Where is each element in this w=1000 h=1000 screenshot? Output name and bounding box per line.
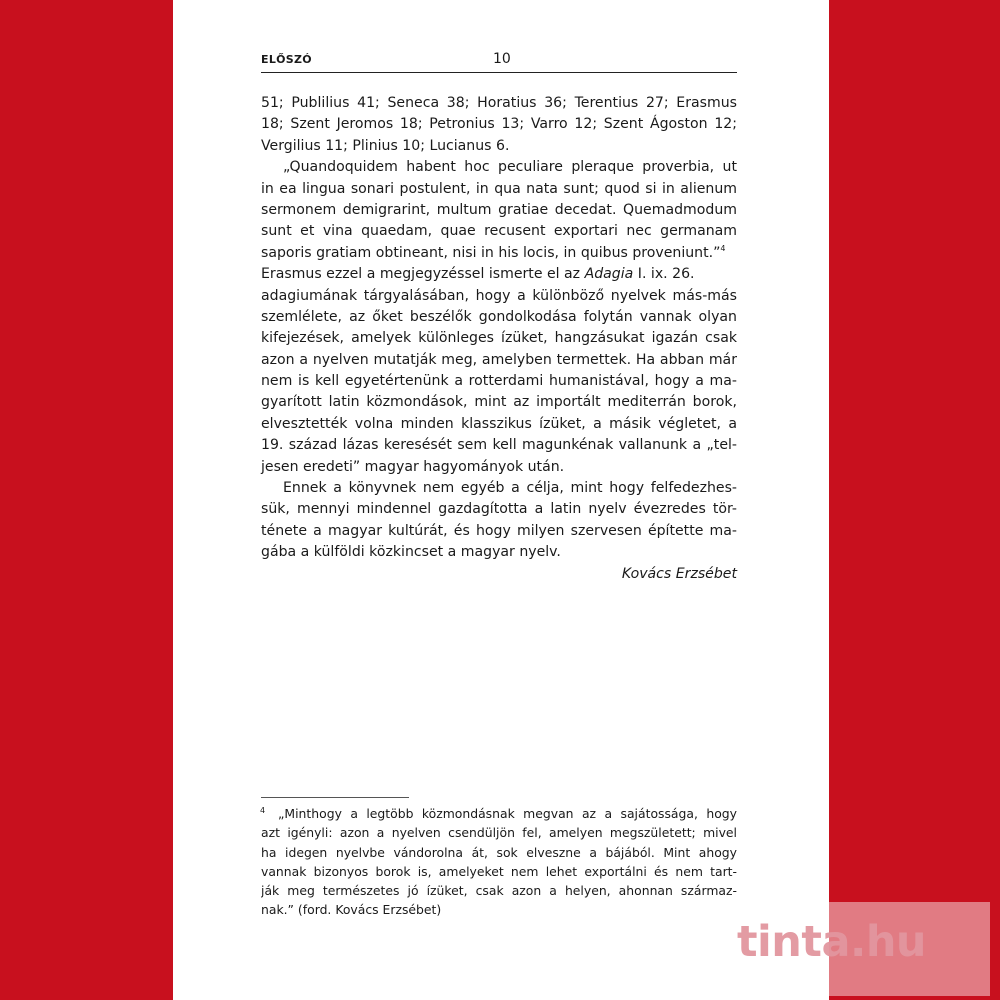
footnote-line: 4 „Minthogy a legtöbb közmondásnak megvan az a sajátossága, hogy	[260, 806, 737, 821]
text-line: szemlélete, az őket beszélők gondolkodása folytán vannak olyan	[261, 308, 737, 325]
text-line: „Quandoquidem habent hoc peculiare pleraque proverbia, ut	[283, 159, 737, 176]
text-line: gába a külföldi közkincset a magyar nyelv.	[261, 544, 561, 561]
text-line: sermonem demigrarint, multum gratiae decedat. Quemadmodum	[261, 201, 737, 218]
text-line: Vergilius 11; Plinius 10; Lucianus 6.	[261, 137, 510, 154]
text-line	[261, 243, 737, 264]
footnote	[261, 804, 737, 920]
erasmus-sentence: Erasmus ezzel a megjegyzéssel ismerte el az	[261, 266, 581, 283]
footnote-divider	[261, 797, 409, 798]
footnote-first-text: „Minthogy a legtöbb közmondásnak megvan az a sajátossága, hogy	[278, 806, 737, 821]
quote-end-text: saporis gratiam obtineant, nisi in his locis, in quibus proveniunt.”	[261, 244, 721, 261]
text-line: nem is kell egyetértenünk a rotterdami humanistával, hogy a ma-	[261, 373, 737, 390]
work-title: Adagia	[584, 266, 634, 283]
text-line: elvesztették volna minden klasszikus ízüket, a másik végletet, a	[261, 415, 737, 432]
footnote-line: ják meg természetes jó ízüket, csak azon a helyen, ahonnan származ-	[261, 883, 737, 899]
text-line: 18; Szent Jeromos 18; Petronius 13; Varro 12; Szent Ágoston 12;	[261, 116, 737, 133]
text-line: kifejezések, amelyek különleges ízüket, hangzásukat igazán csak	[261, 330, 737, 347]
work-reference: I. ix. 26.	[633, 266, 695, 283]
footnote-reference: 4	[720, 243, 726, 253]
text-line: azon a nyelven mutatják meg, amelyben termettek. Ha abban már	[261, 351, 737, 368]
footnote-line: ha idegen nyelvbe vándorolna át, sok elveszne a bájából. Mint ahogy	[261, 844, 737, 860]
text-line: adagiumának tárgyalásában, hogy a különböző nyelvek más-más	[261, 287, 737, 304]
text-line	[261, 264, 737, 285]
footnote-line: vannak bizonyos borok is, amelyeket nem lehet exportálni és nem tart-	[261, 863, 737, 879]
footnote-line: azt igényli: azon a nyelven csendüljön fel, amelyen megszületett; mivel	[261, 825, 737, 841]
author-signature	[261, 564, 737, 585]
text-line: sük, mennyi mindennel gazdagította a latin nyelv évezredes tör-	[261, 501, 737, 518]
text-line: in ea lingua sonari postulent, in qua nata sunt; quod si in alienum	[261, 180, 737, 197]
text-line: 51; Publilius 41; Seneca 38; Horatius 36; Terentius 27; Erasmus	[261, 95, 737, 111]
text-line: Ennek a könyvnek nem egyéb a célja, mint hogy felfedezhes-	[283, 480, 737, 497]
footnote-line: nak.” (ford. Kovács Erzsébet)	[261, 902, 442, 918]
text-line: sunt et vina quaedam, quae recusent exportari nec germanam	[261, 223, 737, 240]
author-name: Kovács Erzsébet	[621, 565, 737, 582]
text-line: ténete a magyar kultúrát, és hogy milyen szervesen építette ma-	[261, 522, 737, 539]
text-line: gyarított latin közmondások, mint az importált mediterrán borok,	[261, 394, 737, 411]
main-text	[261, 93, 737, 585]
page-number: 10	[493, 51, 511, 67]
section-title: ELŐSZÓ	[261, 53, 312, 66]
text-line: jesen eredeti” magyar hagyományok után.	[261, 458, 565, 475]
book-page	[173, 0, 829, 1000]
text-line: 19. század lázas keresését sem kell magunkénak vallanunk a „tel-	[261, 437, 737, 454]
watermark-logo: tinta.hu	[737, 917, 927, 967]
running-header	[261, 52, 737, 73]
